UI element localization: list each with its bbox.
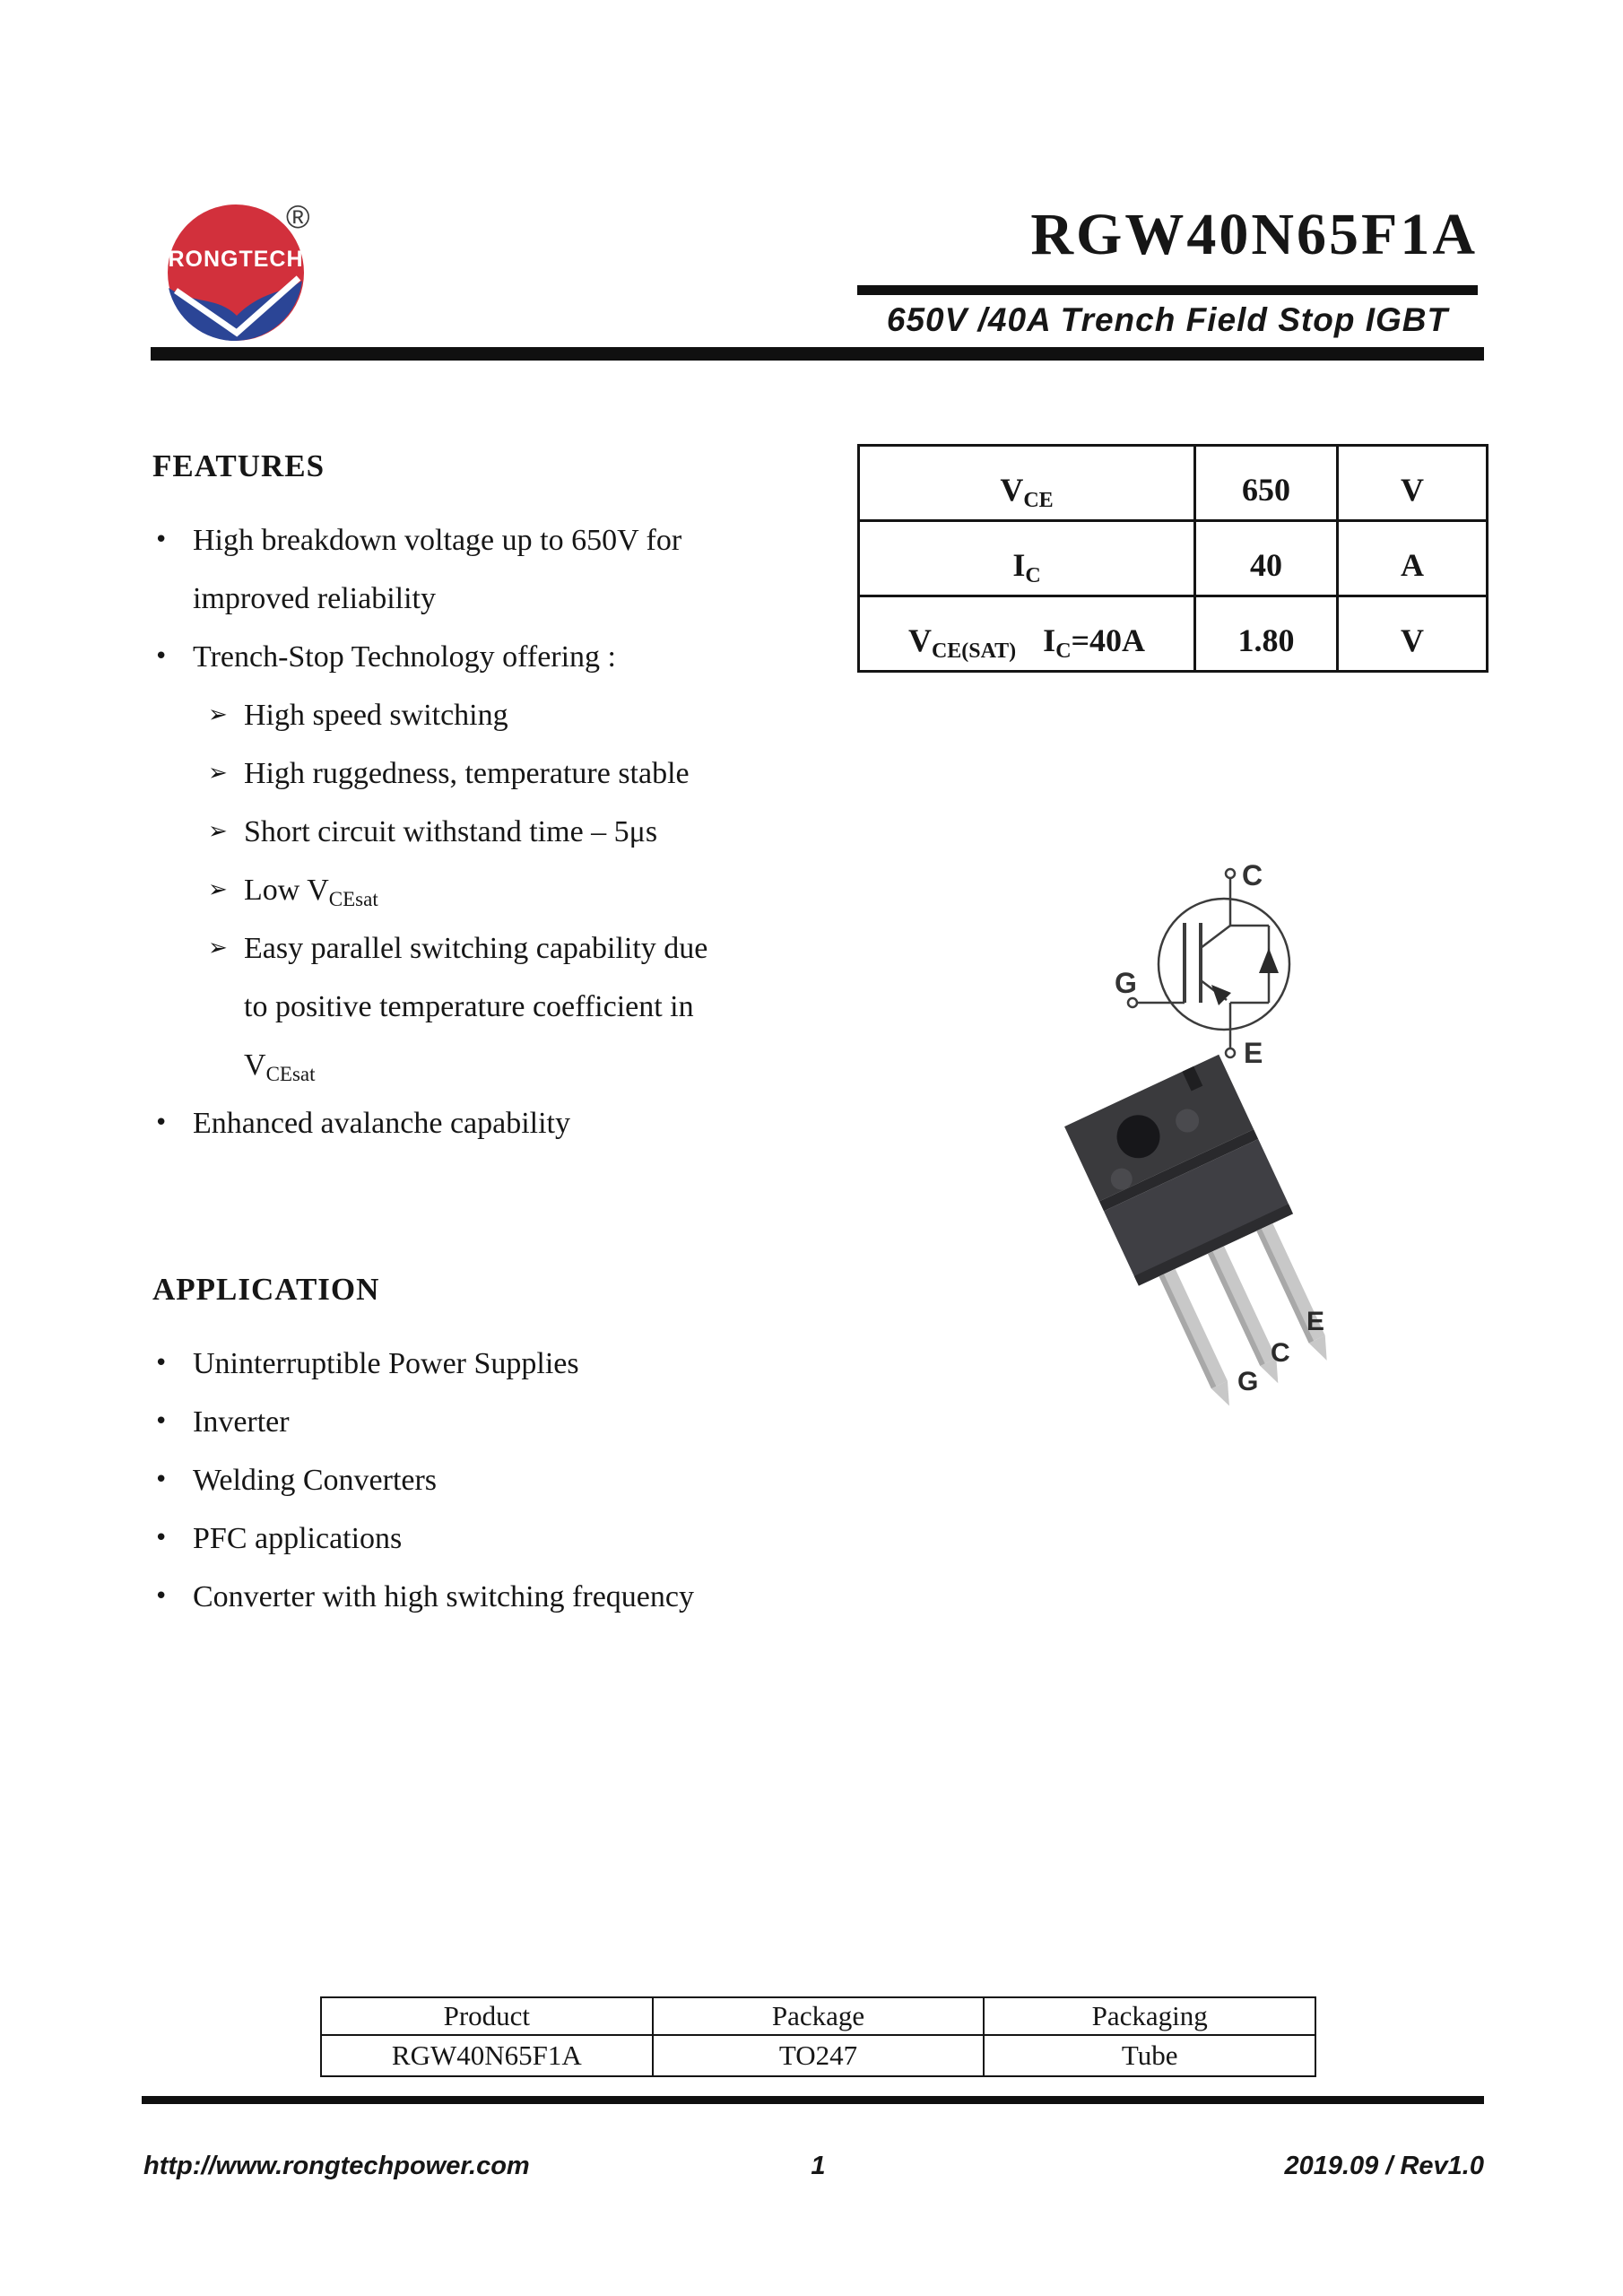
table-row bbox=[321, 2035, 1315, 2076]
bullet-icon: • bbox=[154, 1109, 169, 1136]
feature-text: $V_{CEsat}$ bbox=[244, 1048, 316, 1085]
feature-text: High ruggedness, temperature stable bbox=[244, 757, 690, 790]
table-header-row bbox=[321, 1997, 1315, 2035]
ordering-info-table bbox=[320, 1996, 1316, 2077]
feature-text: Trench-Stop Technology offering : bbox=[193, 640, 616, 674]
emitter-label: E bbox=[1244, 1037, 1263, 1069]
emitter-arrow-icon bbox=[1211, 985, 1231, 1005]
title-underline bbox=[857, 285, 1478, 295]
feature-text: Enhanced avalanche capability bbox=[193, 1107, 570, 1140]
param-symbol: V bbox=[907, 622, 932, 658]
feature-text: improved reliability bbox=[193, 582, 436, 615]
param-subscript: CE bbox=[1023, 489, 1054, 512]
arrow-bullet-icon: ➢ bbox=[208, 935, 228, 961]
param-symbol: V bbox=[1000, 472, 1024, 508]
table-row bbox=[859, 521, 1488, 596]
param-subscript: C bbox=[1025, 564, 1041, 587]
condition-subscript: C bbox=[1055, 639, 1072, 663]
param-symbol: I bbox=[1012, 547, 1026, 583]
feature-text: to positive temperature coefficient in bbox=[244, 990, 694, 1023]
application-text: Welding Converters bbox=[193, 1464, 438, 1497]
feature-text: Short circuit withstand time – 5μs bbox=[244, 815, 658, 848]
header-divider bbox=[151, 347, 1484, 361]
param-unit: V bbox=[1338, 446, 1488, 521]
collector-label: C bbox=[1242, 859, 1263, 891]
column-header: Product bbox=[321, 1997, 653, 2035]
registered-mark: ® bbox=[286, 198, 310, 235]
arrow-bullet-icon: ➢ bbox=[208, 760, 228, 787]
footer-url: http://www.rongtechpower.com bbox=[143, 2152, 530, 2180]
application-heading: APPLICATION bbox=[152, 1272, 380, 1307]
feature-text: Low $V_{CEsat}$ bbox=[244, 874, 378, 910]
bullet-icon: • bbox=[154, 1525, 169, 1552]
footer-divider bbox=[142, 2096, 1484, 2104]
application-text: Inverter bbox=[193, 1405, 290, 1439]
param-subscript: CE(SAT) bbox=[931, 639, 1017, 663]
feature-text: High speed switching bbox=[244, 699, 508, 732]
logo-text: RONGTECH bbox=[168, 247, 304, 272]
param-value: 1.80 bbox=[1195, 596, 1338, 672]
bullet-icon: • bbox=[154, 1350, 169, 1377]
application-text: Uninterruptible Power Supplies bbox=[193, 1347, 579, 1380]
param-value: 650 bbox=[1195, 446, 1338, 521]
bullet-icon: • bbox=[154, 643, 169, 670]
rongtech-logo bbox=[163, 196, 334, 357]
product-cell: RGW40N65F1A bbox=[321, 2035, 653, 2076]
bullet-icon: • bbox=[154, 526, 169, 553]
bullet-icon: • bbox=[154, 1466, 169, 1493]
page-number: 1 bbox=[811, 2152, 826, 2180]
pin-label-collector: C bbox=[1271, 1338, 1290, 1368]
param-unit: V bbox=[1338, 596, 1488, 672]
footer-revision: 2019.09 / Rev1.0 bbox=[1284, 2152, 1484, 2180]
pin-label-gate: G bbox=[1237, 1367, 1259, 1396]
arrow-bullet-icon: ➢ bbox=[208, 701, 228, 728]
table-row bbox=[859, 596, 1488, 672]
column-header: Packaging bbox=[984, 1997, 1315, 2035]
to247-package-image bbox=[964, 1054, 1376, 1413]
device-subtitle: 650V /40A Trench Field Stop IGBT bbox=[886, 301, 1449, 338]
packaging-cell: Tube bbox=[984, 2035, 1315, 2076]
condition-value: =40A bbox=[1071, 622, 1146, 658]
application-text: Converter with high switching frequency bbox=[193, 1580, 694, 1613]
feature-text: High breakdown voltage up to 650V for bbox=[193, 524, 682, 557]
pin-label-emitter: E bbox=[1306, 1307, 1325, 1336]
bullet-icon: • bbox=[154, 1408, 169, 1435]
igbt-symbol bbox=[1107, 839, 1358, 1072]
features-heading: FEATURES bbox=[152, 448, 325, 483]
arrow-bullet-icon: ➢ bbox=[208, 876, 228, 903]
package-cell: TO247 bbox=[653, 2035, 985, 2076]
param-value: 40 bbox=[1195, 521, 1338, 596]
arrow-bullet-icon: ➢ bbox=[208, 818, 228, 845]
feature-text: Easy parallel switching capability due bbox=[244, 932, 708, 965]
application-text: PFC applications bbox=[193, 1522, 403, 1555]
column-header: Package bbox=[653, 1997, 985, 2035]
bullet-icon: • bbox=[154, 1583, 169, 1610]
table-row bbox=[859, 446, 1488, 521]
gate-label: G bbox=[1115, 967, 1137, 999]
page-title: RGW40N65F1A bbox=[1030, 202, 1478, 267]
diode-arrow-icon bbox=[1259, 948, 1279, 973]
key-ratings-table bbox=[857, 444, 1488, 673]
condition-symbol: I bbox=[1043, 622, 1056, 658]
param-unit: A bbox=[1338, 521, 1488, 596]
